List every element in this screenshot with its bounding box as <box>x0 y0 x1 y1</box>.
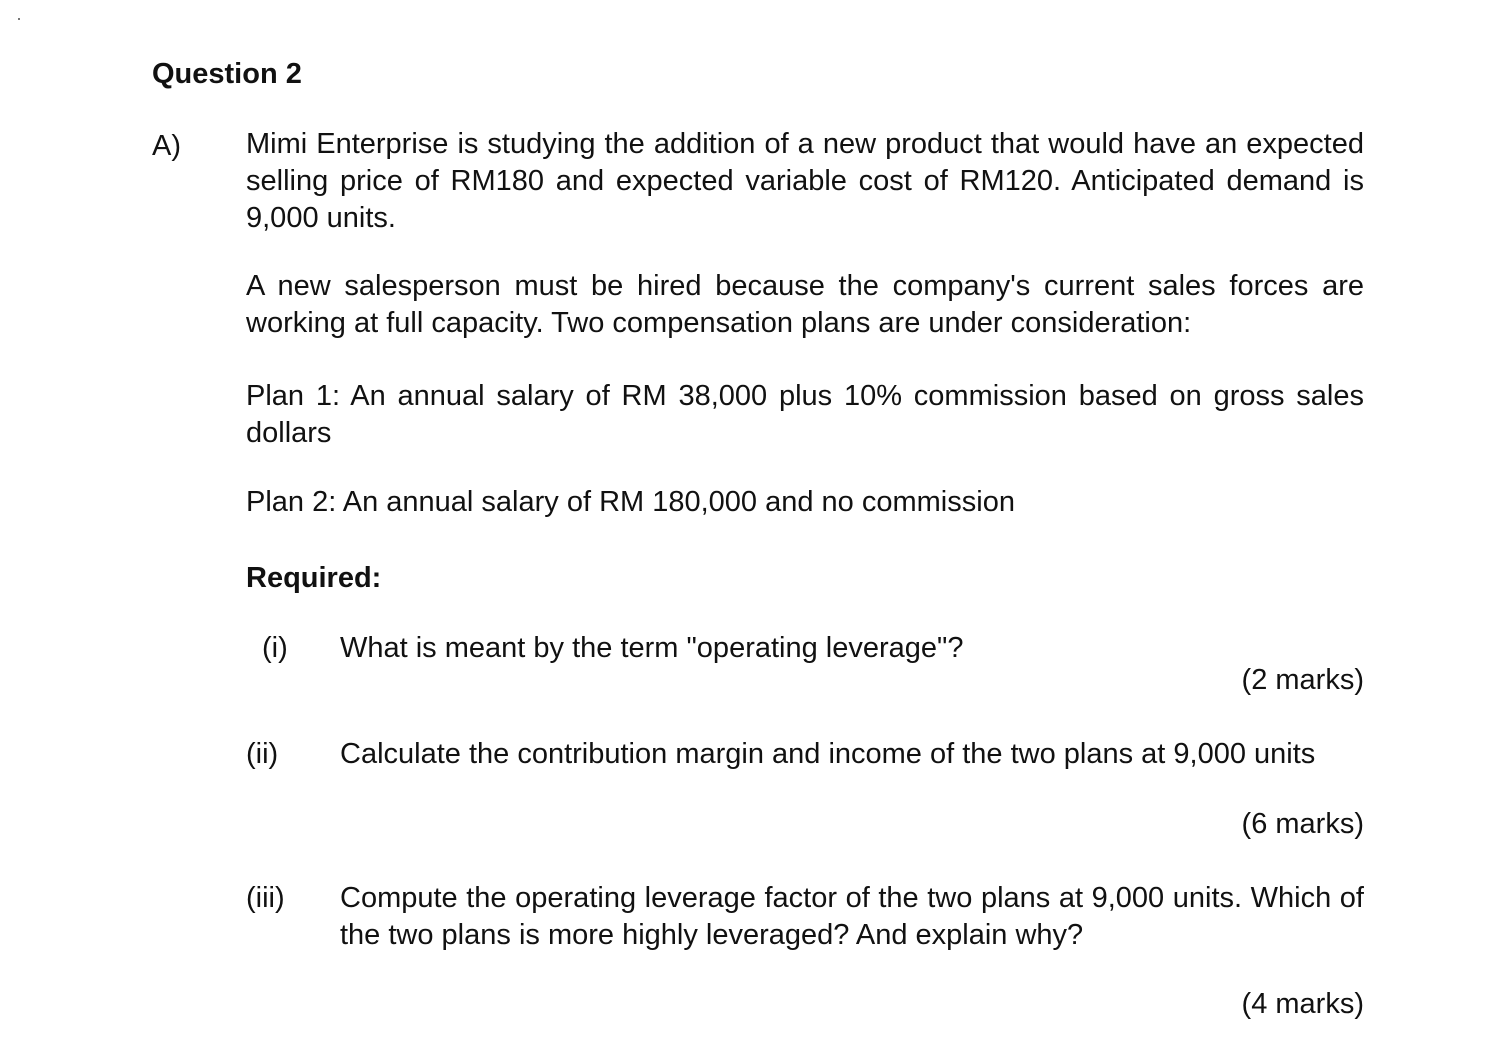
item-number-iii: (iii) <box>246 882 285 914</box>
marks-i: (2 marks) <box>1241 664 1364 696</box>
paragraph-plan-2: Plan 2: An annual salary of RM 180,000 and no commission <box>246 486 1015 518</box>
item-text-ii: Calculate the contribution margin and income of the two plans at 9,000 units <box>340 738 1316 770</box>
required-heading: Required: <box>246 562 382 594</box>
part-label: A) <box>152 130 181 162</box>
paragraph-product-description: Mimi Enterprise is studying the addition of a new product that would have an expected selling price of RM180 and expected variable cost of RM120. Anticipated demand is 9,000 units. <box>246 128 1364 234</box>
question-title: Question 2 <box>152 58 302 90</box>
paragraph-plan-1: Plan 1: An annual salary of RM 38,000 plus 10% commission based on gross sales dollars <box>246 380 1364 449</box>
item-text-iii: Compute the operating leverage factor of the two plans at 9,000 units. Which of the two plans is more highly leveraged? And explain why? <box>340 882 1364 951</box>
paragraph-salesperson: A new salesperson must be hired because the company's current sales forces are working at full capacity. Two compensation plans are under consideration: <box>246 270 1364 339</box>
item-number-ii: (ii) <box>246 738 279 770</box>
marks-ii: (6 marks) <box>1241 808 1364 840</box>
marks-iii: (4 marks) <box>1241 988 1364 1020</box>
scan-speck <box>18 18 20 20</box>
item-text-i: What is meant by the term "operating leverage"? <box>340 632 964 664</box>
item-number-i: (i) <box>262 632 288 664</box>
